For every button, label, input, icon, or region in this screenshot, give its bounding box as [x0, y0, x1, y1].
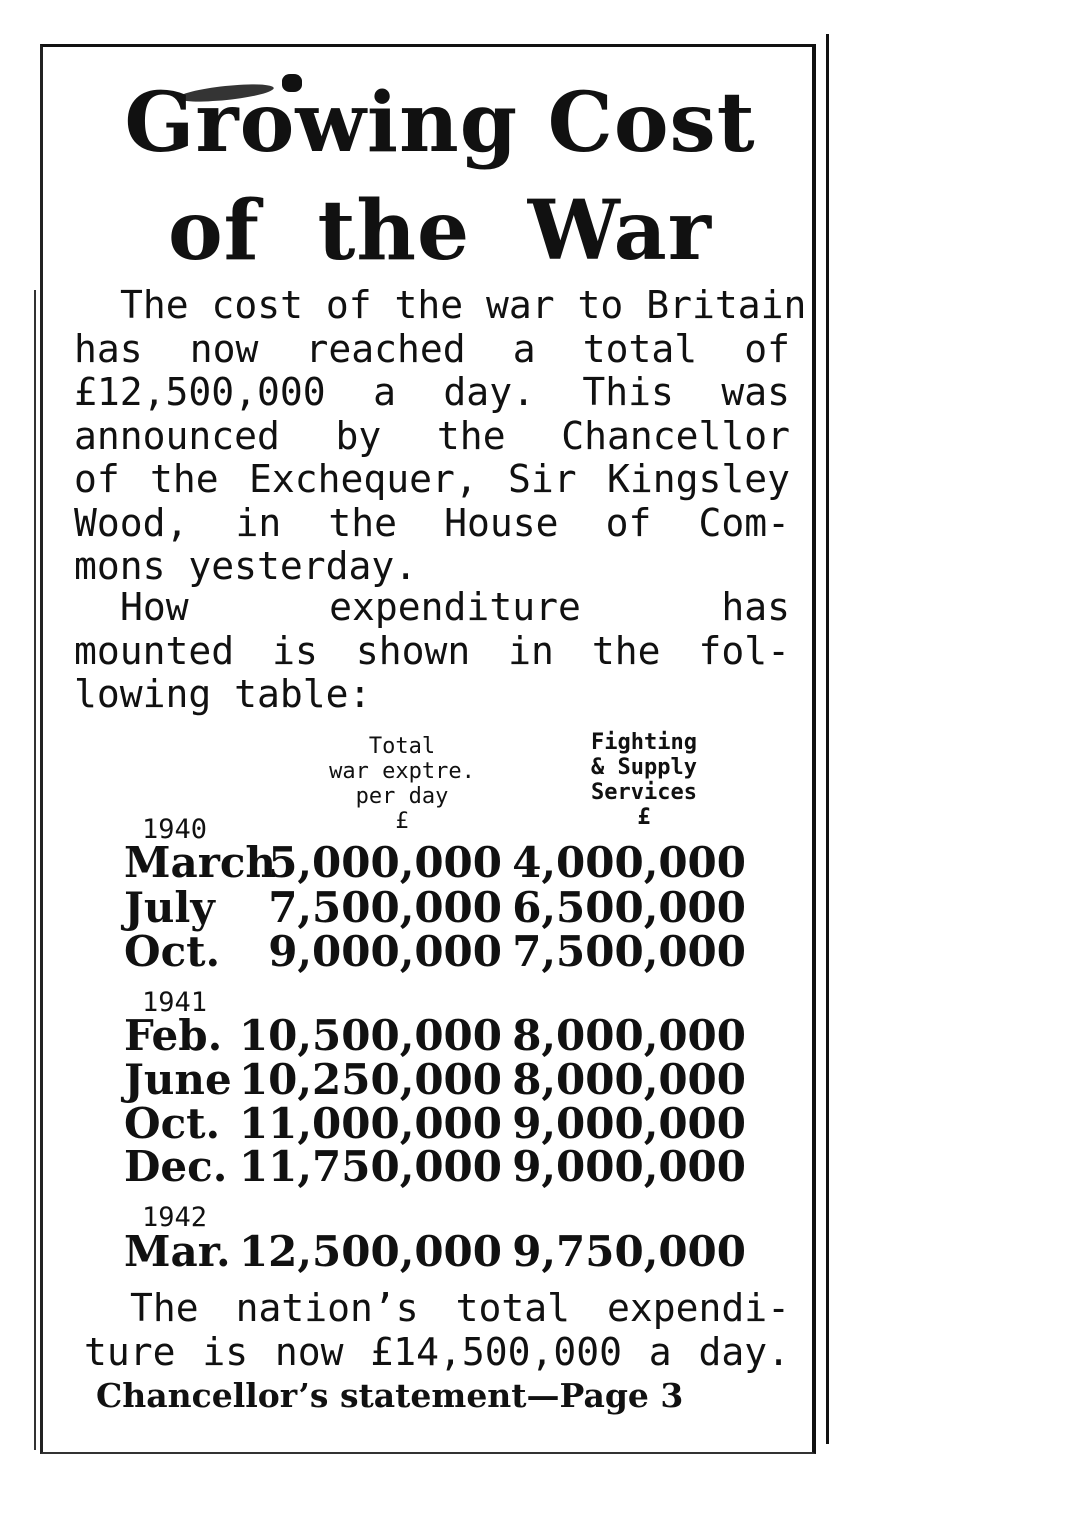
- intro-line: The cost of the war to Britain: [120, 283, 807, 327]
- column-header-line: per day: [355, 784, 449, 809]
- column-header-fighting: [534, 730, 754, 830]
- closing-line: The nation’s total expendi-: [130, 1286, 790, 1330]
- year-label: 1940: [142, 814, 208, 845]
- column-header-line: war exptre.: [329, 759, 475, 784]
- column-header-line: £: [395, 809, 409, 834]
- intro-line: £12,500,000 a day. This was: [74, 370, 790, 414]
- fighting-cell: 9,000,000: [512, 1099, 746, 1148]
- total-cell: 9,000,000: [268, 927, 502, 976]
- table-row: [0, 1099, 1072, 1148]
- table-row: [0, 927, 1072, 976]
- intro-paragraph: [74, 283, 807, 589]
- month-cell: Feb.: [124, 1011, 223, 1060]
- fighting-cell: 4,000,000: [512, 838, 746, 887]
- month-cell: Dec.: [124, 1142, 228, 1191]
- intro-line: of the Exchequer, Sir Kingsley: [74, 457, 790, 501]
- table-row: [0, 1055, 1072, 1104]
- total-cell: 12,500,000: [238, 1227, 502, 1276]
- month-cell: March: [124, 838, 276, 887]
- closing-paragraph: [74, 1287, 790, 1374]
- table-row: [0, 1227, 1072, 1276]
- column-header-line: & Supply: [591, 755, 697, 780]
- total-cell: 11,000,000: [238, 1099, 502, 1148]
- fighting-cell: 9,000,000: [512, 1142, 746, 1191]
- total-cell: 7,500,000: [268, 883, 502, 932]
- table-row: [0, 838, 1072, 887]
- lead-paragraph: [74, 586, 790, 717]
- lead-line: mounted is shown in the fol-: [74, 628, 790, 673]
- intro-line: Wood, in the House of Com-: [74, 500, 790, 545]
- page-reference: Chancellor’s statement—Page 3: [96, 1376, 684, 1415]
- intro-line: announced by the Chancellor: [74, 413, 790, 458]
- table-row: [0, 1142, 1072, 1191]
- fighting-cell: 6,500,000: [512, 883, 746, 932]
- intro-line: has now reached a total of: [74, 326, 790, 371]
- column-header-line: Fighting: [591, 730, 697, 755]
- closing-line: ture is now £14,500,000 a day.: [84, 1329, 790, 1374]
- headline-line-2: of the War: [167, 183, 713, 279]
- total-cell: 11,750,000: [238, 1142, 502, 1191]
- total-cell: 5,000,000: [268, 838, 502, 887]
- fighting-cell: 9,750,000: [512, 1227, 746, 1276]
- month-cell: Oct.: [124, 927, 221, 976]
- month-cell: Mar.: [124, 1227, 231, 1276]
- column-header-line: Total: [368, 734, 436, 759]
- lead-line: How expenditure has: [120, 585, 790, 629]
- fighting-cell: 8,000,000: [512, 1011, 746, 1060]
- intro-line: mons yesterday.: [74, 544, 418, 588]
- lead-line: lowing table:: [74, 672, 372, 716]
- table-row: [0, 883, 1072, 932]
- column-header-line: £: [637, 805, 651, 830]
- month-cell: June: [124, 1055, 232, 1104]
- fighting-cell: 7,500,000: [512, 927, 746, 976]
- total-cell: 10,250,000: [238, 1055, 502, 1104]
- table-row: [0, 1011, 1072, 1060]
- fighting-cell: 8,000,000: [512, 1055, 746, 1104]
- total-cell: 10,500,000: [238, 1011, 502, 1060]
- column-header-total: [292, 734, 512, 834]
- year-label: 1942: [142, 1202, 208, 1233]
- month-cell: July: [124, 883, 215, 932]
- headline-line-1: Growing Cost: [124, 75, 756, 171]
- month-cell: Oct.: [124, 1099, 221, 1148]
- year-label: 1941: [142, 987, 208, 1018]
- column-header-line: Services: [591, 780, 697, 805]
